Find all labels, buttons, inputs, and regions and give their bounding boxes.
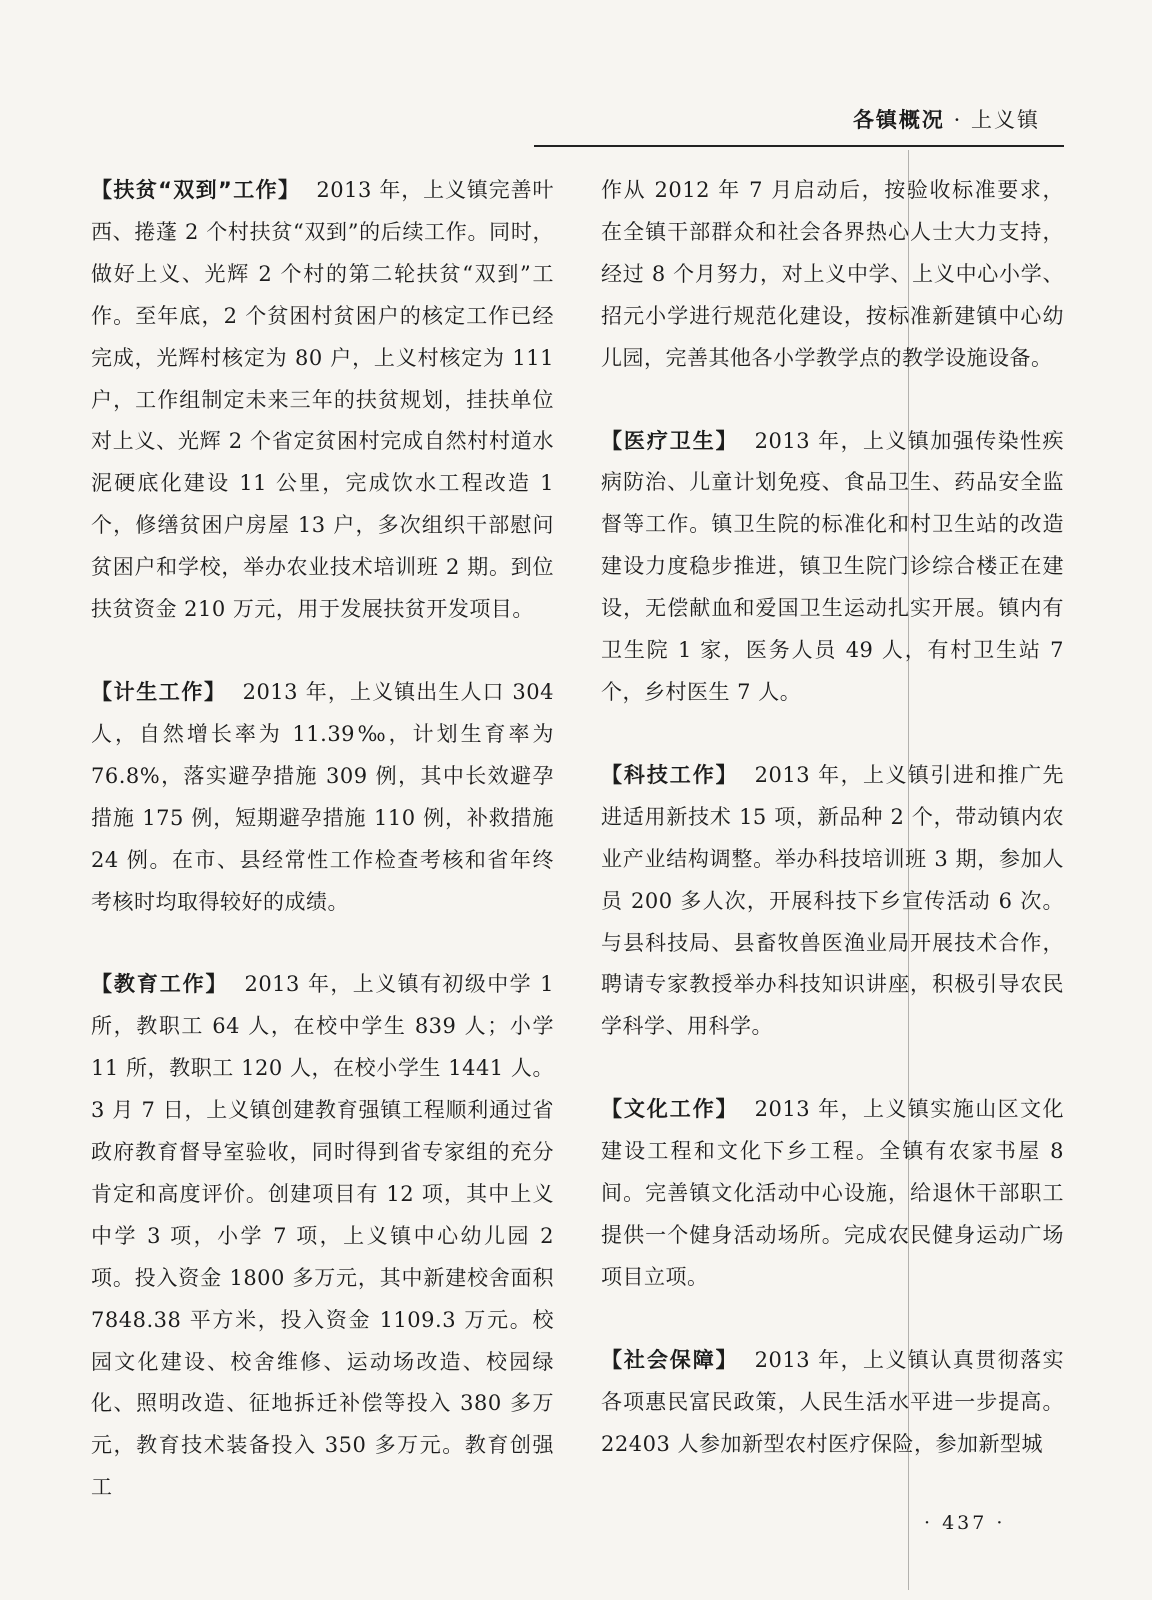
section-text: 2013 年，上义镇出生人口 304 人，自然增长率为 11.39‰，计划生育率为 76.8%，落实避孕措施 309 例，其中长效避孕措施 175 例，短期避孕措施 110 例，补救措施 24 例。在市、县经常性工作检查考核和省年终考核时均取得较好的成绩。 xyxy=(91,679,554,914)
section-poverty-alleviation xyxy=(91,170,554,631)
header-rule xyxy=(534,145,1064,147)
section-text: 2013 年，上义镇加强传染性疾病防治、儿童计划免疫、食品卫生、药品安全监督等工作。镇卫生院的标准化和村卫生站的改造建设力度稳步推进，镇卫生院门诊综合楼正在建设，无偿献血和爱国卫生运动扎实开展。镇内有卫生院 1 家，医务人员 49 人，有村卫生站 7 个，乡村医生 7 人。 xyxy=(601,428,1064,704)
section-label: 【扶贫“双到”工作】 xyxy=(91,178,301,202)
running-head-separator: · xyxy=(953,108,963,132)
section-label: 【教育工作】 xyxy=(91,972,229,997)
right-column xyxy=(601,170,1064,1465)
paragraph xyxy=(601,755,1064,1048)
section-label: 【文化工作】 xyxy=(601,1097,739,1122)
section-text: 2013 年，上义镇完善叶西、捲蓬 2 个村扶贫“双到”的后续工作。同时，做好上义、光辉 2 个村的第二轮扶贫“双到”工作。至年底，2 个贫困村贫困户的核定工作已经完成，光辉村核定为 80 户，上义村核定为 111 户，工作组制定未来三年的扶贫规划，挂扶单位对上义、光辉 2 个省定贫困村完成自然村村道水泥硬底化建设 11 公里，完成饮水工程改造 1 个，修缮贫困户房屋 13 户，多次组织干部慰问贫困户和学校，举办农业技术培训班 2 期。到位扶贫资金 210 万元，用于发展扶贫开发项目。 xyxy=(91,178,554,622)
paragraph xyxy=(601,421,1064,714)
section-family-planning xyxy=(91,672,554,923)
paragraph xyxy=(601,1089,1064,1299)
left-column xyxy=(91,170,554,1509)
section-social-security xyxy=(601,1340,1064,1466)
section-education xyxy=(91,964,554,1509)
section-label: 【计生工作】 xyxy=(91,679,227,704)
section-healthcare xyxy=(601,421,1064,714)
section-science-technology xyxy=(601,755,1064,1048)
page-number: · 437 · xyxy=(924,1512,1006,1534)
section-culture xyxy=(601,1089,1064,1299)
section-text: 2013 年，上义镇实施山区文化建设工程和文化下乡工程。全镇有农家书屋 8 间。完善镇文化活动中心设施，给退休干部职工提供一个健身活动场所。完成农民健身运动广场项目立项。 xyxy=(601,1097,1064,1289)
section-education-continued xyxy=(601,170,1064,380)
section-label: 【医疗卫生】 xyxy=(601,428,739,453)
section-text: 2013 年，上义镇有初级中学 1 所，教职工 64 人，在校中学生 839 人；小学 11 所，教职工 120 人，在校小学生 1441 人。3 月 7 日，上义镇创建教育强镇工程顺利通过省政府教育督导室验收，同时得到省专家组的充分肯定和高度评价。创建项目有 12 项，其中上义中学 3 项，小学 7 项，上义镇中心幼儿园 2 项。投入资金 1800 多万元，其中新建校舍面积 7848.38 平方米，投入资金 1109.3 万元。校园文化建设、校舍维修、运动场改造、校园绿化、照明改造、征地拆迁补偿等投入 380 多万元，教育技术装备投入 350 多万元。教育创强工 xyxy=(91,972,555,1500)
section-label: 【社会保障】 xyxy=(601,1347,739,1372)
paragraph xyxy=(601,170,1064,380)
section-label: 【科技工作】 xyxy=(601,762,739,787)
running-head xyxy=(853,104,1040,134)
section-text: 2013 年，上义镇认真贯彻落实各项惠民富民政策，人民生活水平进一步提高。22403 人参加新型农村医疗保险，参加新型城 xyxy=(601,1347,1064,1456)
section-text: 作从 2012 年 7 月启动后，按验收标准要求，在全镇干部群众和社会各界热心人士大力支持，经过 8 个月努力，对上义中学、上义中心小学、招元小学进行规范化建设，按标准新建镇中心幼儿园，完善其他各小学教学点的教学设施设备。 xyxy=(601,178,1064,370)
paragraph xyxy=(91,672,554,923)
paragraph xyxy=(601,1340,1064,1466)
section-text: 2013 年，上义镇引进和推广先进适用新技术 15 项，新品种 2 个，带动镇内农业产业结构调整。举办科技培训班 3 期，参加人员 200 多人次，开展科技下乡宣传活动 6 次。与县科技局、县畜牧兽医渔业局开展技术合作，聘请专家教授举办科技知识讲座，积极引导农民学科学、用科学。 xyxy=(601,762,1064,1039)
running-head-town: 上义镇 xyxy=(971,108,1040,132)
paragraph xyxy=(91,170,554,631)
paragraph xyxy=(91,964,554,1509)
running-head-section: 各镇概况 xyxy=(852,108,945,132)
